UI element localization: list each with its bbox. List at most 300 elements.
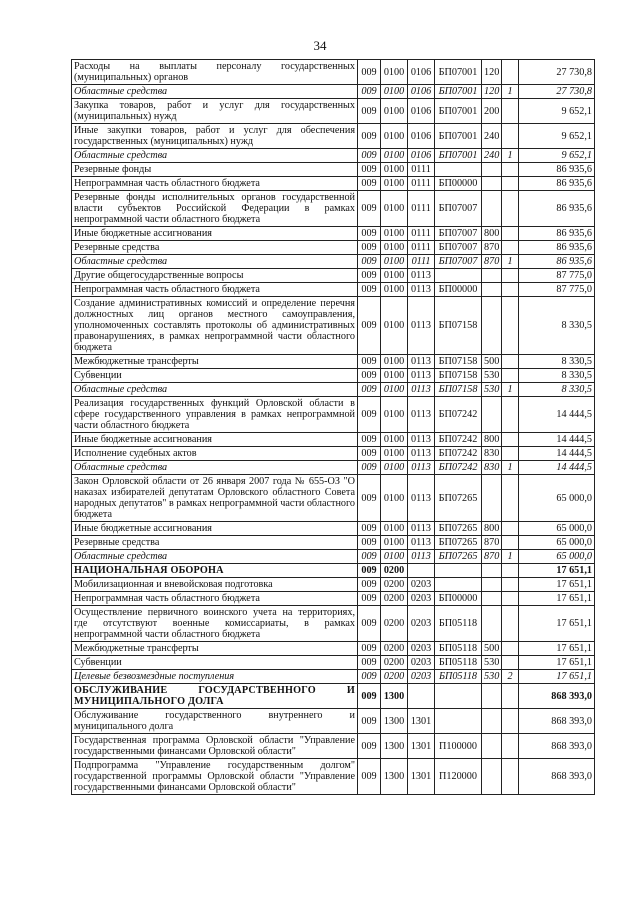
section-code: 0200	[381, 606, 408, 642]
table-row	[72, 397, 595, 433]
section-code: 0100	[381, 149, 408, 163]
source-code	[502, 99, 519, 124]
row-name: Иные бюджетные ассигнования	[72, 227, 358, 241]
amount: 14 444,5	[519, 397, 595, 433]
subsection-code: 0111	[408, 227, 435, 241]
amount: 17 651,1	[519, 670, 595, 684]
amount: 65 000,0	[519, 475, 595, 522]
ministry-code: 009	[358, 684, 381, 709]
amount: 86 935,6	[519, 241, 595, 255]
subsection-code: 0113	[408, 447, 435, 461]
source-code	[502, 447, 519, 461]
subsection-code: 1301	[408, 759, 435, 795]
subsection-code: 0113	[408, 461, 435, 475]
section-code: 1300	[381, 759, 408, 795]
amount: 8 330,5	[519, 383, 595, 397]
amount: 86 935,6	[519, 177, 595, 191]
expense-type-code	[482, 578, 502, 592]
source-code: 1	[502, 550, 519, 564]
expense-type-code: 870	[482, 536, 502, 550]
amount: 27 730,8	[519, 60, 595, 85]
subsection-code: 0111	[408, 163, 435, 177]
subsection-code	[408, 684, 435, 709]
source-code	[502, 578, 519, 592]
amount: 87 775,0	[519, 283, 595, 297]
row-name: Непрограммная часть областного бюджета	[72, 592, 358, 606]
source-code	[502, 124, 519, 149]
section-code: 0100	[381, 522, 408, 536]
ministry-code: 009	[358, 177, 381, 191]
row-name: Резервные фонды	[72, 163, 358, 177]
amount: 17 651,1	[519, 564, 595, 578]
expense-type-code: 830	[482, 461, 502, 475]
section-code: 0200	[381, 642, 408, 656]
amount: 65 000,0	[519, 536, 595, 550]
source-code	[502, 355, 519, 369]
expense-type-code: 800	[482, 433, 502, 447]
ministry-code: 009	[358, 163, 381, 177]
row-name: Закупка товаров, работ и услуг для государственных (муниципальных) нужд	[72, 99, 358, 124]
row-name: ОБСЛУЖИВАНИЕ ГОСУДАРСТВЕННОГО И МУНИЦИПАЛЬНОГО ДОЛГА	[72, 684, 358, 709]
table-row	[72, 656, 595, 670]
amount: 14 444,5	[519, 433, 595, 447]
subsection-code: 1301	[408, 734, 435, 759]
table-row	[72, 241, 595, 255]
row-name: Государственная программа Орловской области "Управление государственными финансами Орловской области"	[72, 734, 358, 759]
subsection-code: 0106	[408, 99, 435, 124]
section-code: 0100	[381, 124, 408, 149]
section-code: 0200	[381, 564, 408, 578]
table-row	[72, 734, 595, 759]
subsection-code: 1301	[408, 709, 435, 734]
expense-type-code: 530	[482, 670, 502, 684]
ministry-code: 009	[358, 355, 381, 369]
ministry-code: 009	[358, 283, 381, 297]
expense-type-code: 870	[482, 550, 502, 564]
subsection-code: 0113	[408, 475, 435, 522]
expense-type-code: 830	[482, 447, 502, 461]
row-name: Иные бюджетные ассигнования	[72, 433, 358, 447]
target-code: БП07001	[435, 149, 482, 163]
ministry-code: 009	[358, 564, 381, 578]
amount: 868 393,0	[519, 759, 595, 795]
section-code: 0100	[381, 447, 408, 461]
amount: 17 651,1	[519, 656, 595, 670]
amount: 9 652,1	[519, 124, 595, 149]
row-name: Областные средства	[72, 255, 358, 269]
row-name: Межбюджетные трансферты	[72, 642, 358, 656]
ministry-code: 009	[358, 536, 381, 550]
target-code: БП07007	[435, 191, 482, 227]
table-row	[72, 124, 595, 149]
expense-type-code	[482, 759, 502, 795]
amount: 65 000,0	[519, 550, 595, 564]
source-code	[502, 564, 519, 578]
source-code	[502, 709, 519, 734]
subsection-code: 0113	[408, 433, 435, 447]
expense-type-code: 800	[482, 522, 502, 536]
table-row	[72, 536, 595, 550]
table-row	[72, 592, 595, 606]
target-code: БП07242	[435, 433, 482, 447]
target-code: БП00000	[435, 283, 482, 297]
expense-type-code	[482, 564, 502, 578]
expense-type-code	[482, 709, 502, 734]
table-row	[72, 297, 595, 355]
source-code	[502, 656, 519, 670]
section-code: 0200	[381, 656, 408, 670]
amount: 86 935,6	[519, 255, 595, 269]
row-name: Иные бюджетные ассигнования	[72, 522, 358, 536]
section-code: 0100	[381, 163, 408, 177]
expense-type-code	[482, 684, 502, 709]
source-code	[502, 283, 519, 297]
row-name: Подпрограмма "Управление государственным долгом" государственной программы Орловской области "Управление государственными финансами Орловской области"	[72, 759, 358, 795]
row-name: Областные средства	[72, 85, 358, 99]
expense-type-code: 240	[482, 149, 502, 163]
ministry-code: 009	[358, 241, 381, 255]
expense-type-code: 120	[482, 60, 502, 85]
source-code	[502, 241, 519, 255]
amount: 8 330,5	[519, 297, 595, 355]
table-row	[72, 642, 595, 656]
ministry-code: 009	[358, 124, 381, 149]
expense-type-code	[482, 297, 502, 355]
row-name: Исполнение судебных актов	[72, 447, 358, 461]
target-code: БП07242	[435, 461, 482, 475]
section-code: 0100	[381, 355, 408, 369]
section-code: 1300	[381, 734, 408, 759]
section-code: 0100	[381, 99, 408, 124]
subsection-code: 0106	[408, 60, 435, 85]
table-row	[72, 522, 595, 536]
row-name: Реализация государственных функций Орловской области в сфере государственного управления в рамках непрограммной части областного бюджета	[72, 397, 358, 433]
subsection-code: 0203	[408, 656, 435, 670]
source-code	[502, 177, 519, 191]
table-row	[72, 85, 595, 99]
section-code: 0200	[381, 592, 408, 606]
page-number: 34	[313, 38, 327, 53]
ministry-code: 009	[358, 369, 381, 383]
table-row	[72, 564, 595, 578]
expense-type-code: 240	[482, 124, 502, 149]
section-code: 0100	[381, 297, 408, 355]
row-name: Иные закупки товаров, работ и услуг для обеспечения государственных (муниципальных) нужд	[72, 124, 358, 149]
amount: 868 393,0	[519, 684, 595, 709]
source-code: 1	[502, 149, 519, 163]
target-code: БП07158	[435, 297, 482, 355]
section-code: 0200	[381, 578, 408, 592]
target-code: БП07001	[435, 85, 482, 99]
ministry-code: 009	[358, 191, 381, 227]
row-name: Обслуживание государственного внутреннего и муниципального долга	[72, 709, 358, 734]
amount: 868 393,0	[519, 734, 595, 759]
table-row	[72, 433, 595, 447]
row-name: Закон Орловской области от 26 января 2007 года № 655-ОЗ "О наказах избирателей депутатам Орловского областного Совета народных депутатов" в рамках непрограммной части областного бюджета	[72, 475, 358, 522]
ministry-code: 009	[358, 656, 381, 670]
row-name: Областные средства	[72, 461, 358, 475]
amount: 17 651,1	[519, 592, 595, 606]
row-name: Резервные средства	[72, 241, 358, 255]
table-row	[72, 99, 595, 124]
subsection-code: 0203	[408, 578, 435, 592]
source-code	[502, 606, 519, 642]
amount: 86 935,6	[519, 227, 595, 241]
table-row	[72, 684, 595, 709]
row-name: Непрограммная часть областного бюджета	[72, 177, 358, 191]
expense-type-code: 500	[482, 355, 502, 369]
table-row	[72, 550, 595, 564]
source-code	[502, 227, 519, 241]
amount: 14 444,5	[519, 447, 595, 461]
subsection-code: 0203	[408, 592, 435, 606]
expense-type-code	[482, 191, 502, 227]
expense-type-code: 500	[482, 642, 502, 656]
table-row	[72, 759, 595, 795]
expense-type-code	[482, 163, 502, 177]
section-code: 0100	[381, 60, 408, 85]
target-code: БП07158	[435, 369, 482, 383]
amount: 17 651,1	[519, 642, 595, 656]
target-code: БП07001	[435, 124, 482, 149]
amount: 87 775,0	[519, 269, 595, 283]
row-name: Субвенции	[72, 656, 358, 670]
row-name: Межбюджетные трансферты	[72, 355, 358, 369]
table-row	[72, 447, 595, 461]
subsection-code: 0113	[408, 283, 435, 297]
source-code	[502, 536, 519, 550]
target-code: БП07001	[435, 60, 482, 85]
subsection-code: 0203	[408, 606, 435, 642]
table-row	[72, 606, 595, 642]
table-row	[72, 355, 595, 369]
target-code: БП07265	[435, 522, 482, 536]
source-code	[502, 475, 519, 522]
source-code	[502, 592, 519, 606]
amount: 17 651,1	[519, 578, 595, 592]
subsection-code: 0203	[408, 642, 435, 656]
source-code	[502, 522, 519, 536]
source-code	[502, 759, 519, 795]
subsection-code: 0111	[408, 177, 435, 191]
ministry-code: 009	[358, 149, 381, 163]
target-code: БП07001	[435, 99, 482, 124]
section-code: 0100	[381, 475, 408, 522]
table-row	[72, 475, 595, 522]
ministry-code: 009	[358, 99, 381, 124]
expense-type-code: 800	[482, 227, 502, 241]
section-code: 0100	[381, 241, 408, 255]
source-code: 1	[502, 255, 519, 269]
section-code: 0100	[381, 461, 408, 475]
source-code	[502, 191, 519, 227]
subsection-code	[408, 564, 435, 578]
ministry-code: 009	[358, 734, 381, 759]
table-row	[72, 578, 595, 592]
target-code	[435, 578, 482, 592]
ministry-code: 009	[358, 759, 381, 795]
subsection-code: 0113	[408, 355, 435, 369]
amount: 8 330,5	[519, 369, 595, 383]
section-code: 0100	[381, 85, 408, 99]
section-code: 1300	[381, 684, 408, 709]
subsection-code: 0106	[408, 124, 435, 149]
target-code: БП00000	[435, 592, 482, 606]
table-row	[72, 255, 595, 269]
target-code: БП07242	[435, 447, 482, 461]
expense-type-code: 120	[482, 85, 502, 99]
target-code: БП07158	[435, 355, 482, 369]
source-code	[502, 734, 519, 759]
expense-type-code	[482, 283, 502, 297]
subsection-code: 0113	[408, 536, 435, 550]
expense-type-code	[482, 606, 502, 642]
source-code	[502, 684, 519, 709]
row-name: Целевые безвозмездные поступления	[72, 670, 358, 684]
target-code: БП07265	[435, 475, 482, 522]
target-code: БП05118	[435, 606, 482, 642]
subsection-code: 0203	[408, 670, 435, 684]
section-code: 0100	[381, 433, 408, 447]
subsection-code: 0113	[408, 550, 435, 564]
target-code: БП07007	[435, 227, 482, 241]
ministry-code: 009	[358, 522, 381, 536]
expense-type-code	[482, 475, 502, 522]
section-code: 0100	[381, 269, 408, 283]
source-code	[502, 369, 519, 383]
table-row	[72, 709, 595, 734]
ministry-code: 009	[358, 227, 381, 241]
expense-type-code: 530	[482, 656, 502, 670]
subsection-code: 0113	[408, 397, 435, 433]
ministry-code: 009	[358, 550, 381, 564]
subsection-code: 0113	[408, 297, 435, 355]
amount: 9 652,1	[519, 149, 595, 163]
row-name: Областные средства	[72, 383, 358, 397]
budget-table	[71, 59, 595, 795]
row-name: Резервные средства	[72, 536, 358, 550]
table-row	[72, 269, 595, 283]
expense-type-code	[482, 592, 502, 606]
ministry-code: 009	[358, 447, 381, 461]
source-code	[502, 433, 519, 447]
row-name: Резервные фонды исполнительных органов государственной власти субъектов Российской Федерации в рамках непрограммной части областного бюджета	[72, 191, 358, 227]
amount: 9 652,1	[519, 99, 595, 124]
ministry-code: 009	[358, 60, 381, 85]
section-code: 1300	[381, 709, 408, 734]
source-code	[502, 163, 519, 177]
target-code: БП07265	[435, 550, 482, 564]
target-code	[435, 564, 482, 578]
target-code: БП05118	[435, 670, 482, 684]
row-name: Областные средства	[72, 550, 358, 564]
subsection-code: 0113	[408, 522, 435, 536]
section-code: 0200	[381, 670, 408, 684]
source-code	[502, 60, 519, 85]
ministry-code: 009	[358, 383, 381, 397]
section-code: 0100	[381, 369, 408, 383]
section-code: 0100	[381, 255, 408, 269]
section-code: 0100	[381, 550, 408, 564]
expense-type-code: 530	[482, 383, 502, 397]
target-code	[435, 684, 482, 709]
table-row	[72, 227, 595, 241]
row-name: Областные средства	[72, 149, 358, 163]
ministry-code: 009	[358, 670, 381, 684]
target-code: БП00000	[435, 177, 482, 191]
target-code: БП07265	[435, 536, 482, 550]
table-row	[72, 670, 595, 684]
section-code: 0100	[381, 383, 408, 397]
row-name: Осуществление первичного воинского учета на территориях, где отсутствуют военные комиссариаты, в рамках непрограммной части областного бюджета	[72, 606, 358, 642]
ministry-code: 009	[358, 709, 381, 734]
amount: 868 393,0	[519, 709, 595, 734]
section-code: 0100	[381, 177, 408, 191]
ministry-code: 009	[358, 269, 381, 283]
ministry-code: 009	[358, 475, 381, 522]
table-row	[72, 163, 595, 177]
ministry-code: 009	[358, 397, 381, 433]
row-name: Непрограммная часть областного бюджета	[72, 283, 358, 297]
budget-table-body	[72, 60, 595, 795]
subsection-code: 0111	[408, 255, 435, 269]
ministry-code: 009	[358, 433, 381, 447]
amount: 27 730,8	[519, 85, 595, 99]
target-code	[435, 269, 482, 283]
ministry-code: 009	[358, 85, 381, 99]
amount: 86 935,6	[519, 191, 595, 227]
target-code: П100000	[435, 734, 482, 759]
ministry-code: 009	[358, 578, 381, 592]
row-name: Расходы на выплаты персоналу государственных (муниципальных) органов	[72, 60, 358, 85]
target-code: П120000	[435, 759, 482, 795]
row-name: Субвенции	[72, 369, 358, 383]
expense-type-code: 200	[482, 99, 502, 124]
ministry-code: 009	[358, 255, 381, 269]
source-code: 1	[502, 461, 519, 475]
table-row	[72, 383, 595, 397]
section-code: 0100	[381, 397, 408, 433]
table-row	[72, 283, 595, 297]
row-name: Создание административных комиссий и определение перечня должностных лиц органов местного самоуправления, уполномоченных составлять протоколы об административных правонарушениях, в рамках непрограммной части областного бюджета	[72, 297, 358, 355]
row-name: Мобилизационная и вневойсковая подготовка	[72, 578, 358, 592]
table-row	[72, 149, 595, 163]
table-row	[72, 60, 595, 85]
subsection-code: 0113	[408, 369, 435, 383]
subsection-code: 0111	[408, 241, 435, 255]
ministry-code: 009	[358, 642, 381, 656]
source-code	[502, 642, 519, 656]
section-code: 0100	[381, 283, 408, 297]
target-code: БП07242	[435, 397, 482, 433]
amount: 17 651,1	[519, 606, 595, 642]
expense-type-code	[482, 269, 502, 283]
source-code	[502, 269, 519, 283]
ministry-code: 009	[358, 592, 381, 606]
section-code: 0100	[381, 227, 408, 241]
row-name: НАЦИОНАЛЬНАЯ ОБОРОНА	[72, 564, 358, 578]
expense-type-code: 870	[482, 241, 502, 255]
expense-type-code: 530	[482, 369, 502, 383]
amount: 14 444,5	[519, 461, 595, 475]
target-code: БП07158	[435, 383, 482, 397]
subsection-code: 0106	[408, 149, 435, 163]
expense-type-code: 870	[482, 255, 502, 269]
expense-type-code	[482, 177, 502, 191]
amount: 8 330,5	[519, 355, 595, 369]
subsection-code: 0106	[408, 85, 435, 99]
subsection-code: 0113	[408, 383, 435, 397]
